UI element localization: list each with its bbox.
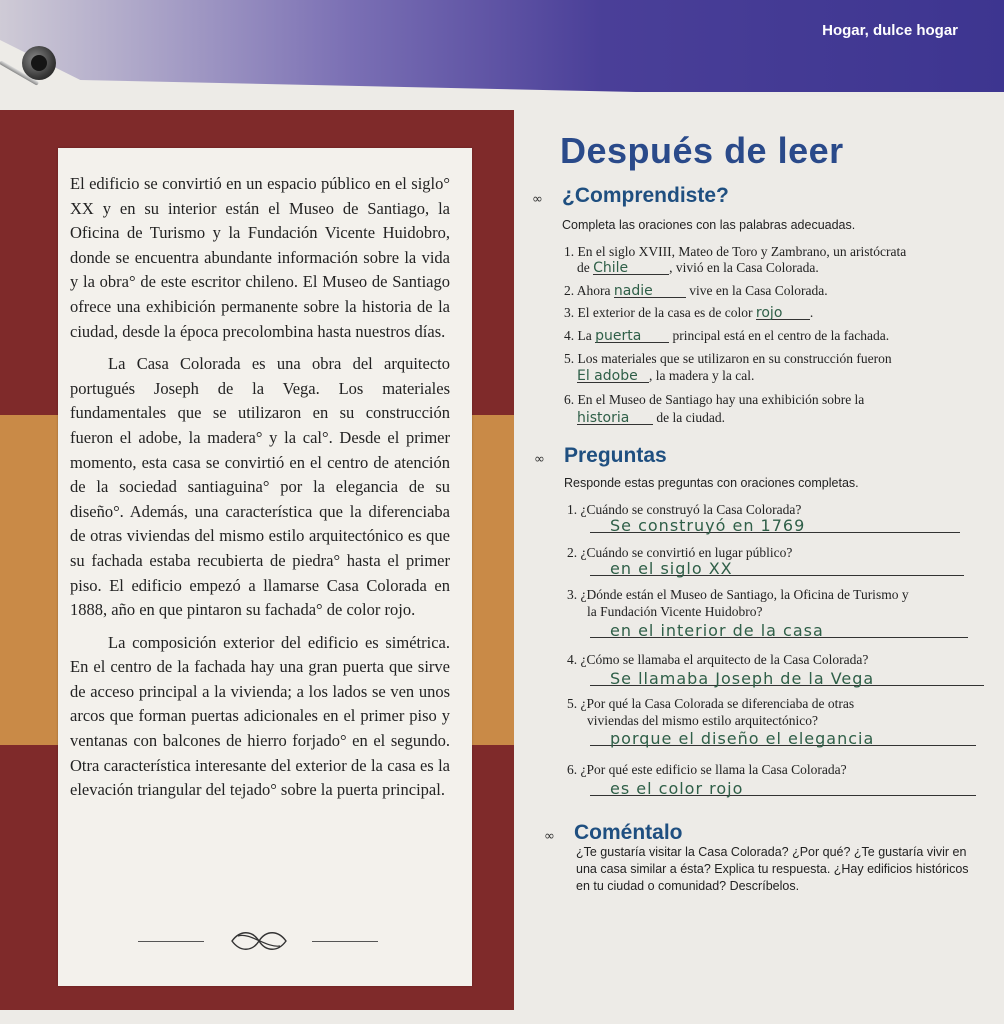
item-text: En el siglo XVIII, Mateo de Toro y Zambrano, un aristócrata [577,244,907,259]
answer-blank[interactable] [577,370,649,383]
comprendiste-title: ¿Comprendiste? [562,184,729,207]
completion-item-continued [577,368,754,384]
ornament-divider-icon [138,928,388,954]
item-text: Ahora [576,283,614,298]
question [567,652,868,668]
answer-line[interactable] [590,778,976,796]
section-infinity-icon: ∞ [534,452,545,467]
preguntas-instruction: Responde estas preguntas con oraciones completas. [564,476,859,490]
question [567,587,909,603]
handwritten-answer: en el siglo XX [610,559,733,578]
question-text: ¿Cuándo se convirtió en lugar público? [580,545,793,560]
question-text: ¿Cuándo se construyó la Casa Colorada? [580,502,802,517]
item-number: 5. [564,351,575,366]
comprendiste-instruction: Completa las oraciones con las palabras adecuadas. [562,218,856,232]
question-text: ¿Por qué este edificio se llama la Casa Colorada? [580,762,847,777]
completion-item [564,351,892,367]
activity-title: Después de leer [560,130,844,171]
completion-item-continued [577,260,819,276]
answer-line[interactable] [590,620,968,638]
question-number: 4. [567,652,578,667]
completion-item [564,305,813,321]
item-text: vive en la Casa Colorada. [685,283,828,298]
question [567,762,847,778]
item-text: de la ciudad. [653,410,725,425]
item-number: 4. [564,328,575,343]
handwritten-answer: Se construyó en 1769 [610,516,806,535]
handwritten-answer: Se llamaba Joseph de la Vega [610,669,875,688]
item-text: principal está en el centro de la fachada. [669,328,890,343]
header-band [0,0,1004,92]
item-text: de [577,260,594,275]
handwritten-answer: El adobe [577,368,638,384]
question-number: 2. [567,545,578,560]
handwritten-answer: Chile [593,260,629,276]
answer-blank[interactable] [577,412,653,425]
reading-text [70,172,450,811]
answer-line[interactable] [590,728,976,746]
item-text: Los materiales que se utilizaron en su construcción fueron [577,351,892,366]
completion-item-continued [577,410,725,426]
handwritten-answer: nadie [613,283,653,299]
question-text: ¿Cómo se llamaba el arquitecto de la Casa Colorada? [580,652,869,667]
item-text: , vivió en la Casa Colorada. [669,260,819,275]
item-text: En el Museo de Santiago hay una exhibición sobre la [577,392,865,407]
answer-blank[interactable] [593,262,669,275]
comentalo-title: Coméntalo [574,821,683,844]
preguntas-title: Preguntas [564,444,667,467]
completion-item [564,392,864,408]
item-text: . [809,305,814,320]
item-text: La [577,328,596,343]
answer-blank[interactable] [756,307,810,320]
question-text: ¿Dónde están el Museo de Santiago, la Oficina de Turismo y [580,587,909,602]
question-number: 3. [567,587,578,602]
handwritten-answer: historia [577,410,630,426]
answer-line[interactable] [590,515,960,533]
question-continued: viviendas del mismo estilo arquitectónico? [587,713,818,728]
completion-item [564,283,828,299]
item-number: 2. [564,283,575,298]
chapter-title: Hogar, dulce hogar [822,22,958,39]
answer-blank[interactable] [614,285,686,298]
handwritten-answer: rojo [755,305,783,321]
handwritten-answer: puerta [595,328,642,344]
question-continued: la Fundación Vicente Huidobro? [587,604,763,619]
handwritten-answer: en el interior de la casa [610,621,824,640]
question-number: 5. [567,696,578,711]
item-text: El exterior de la casa es de color [577,305,756,320]
comentalo-text: ¿Te gustaría visitar la Casa Colorada? ¿Por qué? ¿Te gustaría vivir en una casa similar a ésta? Explica tu respuesta. ¿Hay edificios históricos en tu ciudad o comunidad? Descríbelos. [576,845,969,893]
section-infinity-icon: ∞ [532,192,543,207]
reading-paragraph: La composición exterior del edificio es simétrica. En el centro de la fachada hay una gran puerta que sirve de acceso principal a la vivienda; a los lados se ven unos arcos que forman puertas adicionales en el primer piso y ventanas con balcones de hierro forjado° en el segundo. Otra característica interesante del exterior de la casa es la elevación triangular del tejado° sobre la puerta principal. [70,632,450,800]
answer-line[interactable] [590,668,984,686]
completion-item [564,244,906,260]
reading-paragraph: La Casa Colorada es una obra del arquitecto portugués Joseph de la Vega. Los materiales fundamentales que se utilizaron en su construcción fueron el adobe, la madera° y la cal°. Desde el primer momento, esta casa se convirtió en el centro de atención de la sociedad santiaguina° por la elegancia de su diseño°. Además, una característica que la diferenciaba de otras viviendas del mismo estilo arquitectónico es que su fachada estaba recubierta de piedra° hasta el primer piso. El edificio empezó a llamarse Casa Colorada en 1888, año en que pintaron su fachada° de color rojo. [70,354,450,620]
question-number: 6. [567,762,578,777]
item-number: 6. [564,392,575,407]
binder-ring-icon [22,46,56,80]
item-number: 3. [564,305,575,320]
question-number: 1. [567,502,578,517]
reading-paragraph: El edificio se convirtió en un espacio público en el siglo° XX y en su interior están el Museo de Santiago, la Oficina de Turismo y la Fundación Vicente Huidobro, donde se encuentra abundante información sobre la vida y la obra° de este escritor chileno. El Museo de Santiago ofrece una exhibición permanente sobre la historia de la ciudad, desde la época precolombina hasta nuestros días. [70,174,450,341]
handwritten-answer: es el color rojo [610,779,744,798]
item-text: , la madera y la cal. [649,368,755,383]
section-infinity-icon: ∞ [544,829,555,844]
question-text: ¿Por qué la Casa Colorada se diferenciaba de otras [580,696,855,711]
answer-blank[interactable] [595,330,669,343]
handwritten-answer: porque el diseño el elegancia [610,729,875,748]
answer-line[interactable] [590,558,964,576]
question [567,696,854,712]
completion-item [564,328,889,344]
item-number: 1. [564,244,575,259]
